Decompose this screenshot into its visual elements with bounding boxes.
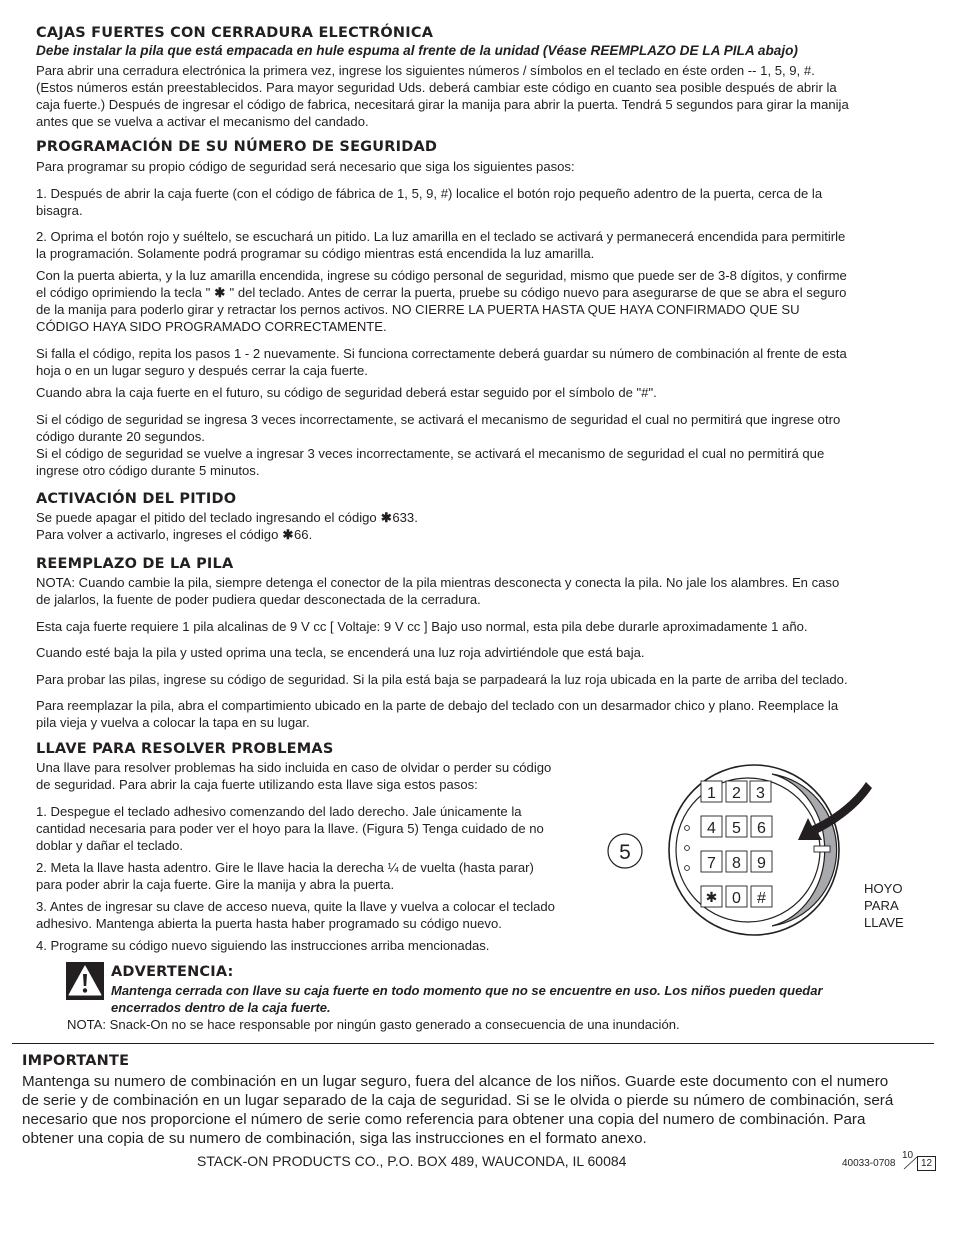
key-label: 7 (707, 855, 716, 872)
text-fragment: Se puede apagar el pitido del teclado ingresando el código (36, 510, 381, 525)
important-text (22, 1072, 893, 1148)
text-line: Si el código de seguridad se ingresa 3 veces incorrectamente, se activará el mecanismo de seguridad el cual no permitirá que ingrese otro (36, 412, 841, 427)
text-line: bisagra. (36, 203, 83, 218)
revision-top: 10 (902, 1150, 914, 1161)
asterisk-key-icon: ✱ (380, 510, 392, 525)
key-hole (814, 846, 830, 852)
flood-note: NOTA: Snack-On no se hace responsable por ningún gasto generado a consecuencia de una inundación. (67, 1017, 680, 1032)
paragraph-low-battery: Cuando esté baja la pila y usted oprima una tecla, se encenderá una luz roja advirtiéndole que está baja. (36, 645, 645, 660)
paragraph-hash-symbol: Cuando abra la caja fuerte en el futuro, su código de seguridad deberá estar seguido por el símbolo de "#". (36, 385, 657, 400)
section-title-pila: REEMPLAZO DE LA PILA (36, 556, 234, 572)
revision-bottom: 12 (917, 1156, 936, 1171)
text-line: pila vieja y vuelva a colocar la tapa en su lugar. (36, 715, 310, 730)
section-title-cajas: CAJAS FUERTES CON CERRADURA ELECTRÓNICA (36, 25, 434, 41)
text-line: Mantenga cerrada con llave su caja fuerte en todo momento que no se encuentre en uso. Los niños pueden quedar (111, 983, 823, 998)
text-line: de jalarlos, la fuente de poder pudiera quedar desconectada de la cerradura. (36, 592, 481, 607)
key-label: # (757, 890, 766, 907)
divider (12, 1043, 934, 1044)
section-title-pitido: ACTIVACIÓN DEL PITIDO (36, 491, 237, 507)
text-line: 1. Después de abrir la caja fuerte (con el código de fábrica de 1, 5, 9, #) localice el botón rojo pequeño adentro de la puerta, cerca de la (36, 186, 823, 201)
text-line: 3. Antes de ingresar su clave de acceso nueva, quite la llave y vuelva a colocar el teclado (36, 899, 555, 914)
paragraph-battery-type: Esta caja fuerte requiere 1 pila alcalinas de 9 V cc [ Voltaje: 9 V cc ] Bajo uso normal, esta pila debe durarle aproximadamente 1 año. (36, 619, 808, 634)
paragraph-test-battery: Para probar las pilas, ingrese su código de seguridad. Si la pila está baja se parpadeará la luz roja ubicada en la parte de arriba del teclado. (36, 672, 848, 687)
revision-slash (902, 1156, 918, 1170)
revision-box (902, 1150, 934, 1170)
text-line: Para reemplazar la pila, abra el compartimiento ubicado en la parte de debajo del teclado con un desarmador chico y plano. Reemplace la (36, 698, 839, 713)
text-line: de la manija para poderlo girar y retractar los pernos activos. NO CIERRE LA PUERTA HASTA QUE HAYA CONFIRMADO QUE SU (36, 302, 800, 317)
keypad-inner-circle (676, 778, 820, 922)
key-label: 9 (757, 855, 766, 872)
text-line: hoja o en un lugar seguro y después cerrar la caja fuerte. (36, 363, 368, 378)
text-line: de seguridad. Para abrir la caja fuerte utilizando esta llave siga estos pasos: (36, 777, 478, 792)
text-fragment: Para volver a activarlo, ingreses el código (36, 527, 282, 542)
warning-text (111, 982, 823, 1016)
paragraph-intro-steps: Para programar su propio código de seguridad será necesario que siga los siguientes pasos: (36, 159, 575, 174)
paragraph-key-intro (36, 759, 551, 793)
key-label: 3 (756, 785, 765, 802)
text-fragment: 66. (294, 527, 313, 542)
key-label: 8 (732, 855, 741, 872)
text-line: encerrados dentro de la caja fuerte. (111, 1000, 331, 1015)
figure-5-keypad (600, 760, 920, 960)
label-line: PARA (864, 898, 898, 913)
fraction-quarter: ¼ (387, 860, 399, 875)
section-title-llave: LLAVE PARA RESOLVER PROBLEMAS (36, 741, 334, 757)
text-line: Una llave para resolver problemas ha sido incluida en caso de olvidar o perder su código (36, 760, 552, 775)
asterisk-key-icon: ✱ (214, 285, 226, 300)
text-line: 2. Oprima el botón rojo y suéltelo, se escuchará un pitido. La luz amarilla en el teclado se activará y permanecerá encendida para permitirle (36, 229, 846, 244)
text-line: (Estos números están preestablecidos. Para mayor seguridad Uds. deberá cambiar este código en cuanto sea posible después de abrir la (36, 80, 837, 95)
text-line: Con la puerta abierta, y la luz amarilla encendida, ingrese su código personal de seguridad, mismo que puede ser de 3-8 dígitos, y confirme (36, 268, 847, 283)
step-2 (36, 228, 845, 262)
text-line: Si el código de seguridad se vuelve a ingresar 3 veces incorrectamente, se activará el mecanismo de seguridad el cual no permitirá que (36, 446, 825, 461)
label-line: HOYO (864, 881, 903, 896)
text-line: obtener una copia de su numero de combinación, siga las instrucciones en el formato anexo. (22, 1130, 647, 1147)
key-label: ✱ (705, 889, 718, 905)
text-line: necesario que nos proporcione el número de serie como referencia para obtener una copia del numero de combinación. Para (22, 1111, 866, 1128)
document-code: 40033-0708 (842, 1158, 896, 1169)
text-line: caja fuerte.) Después de ingresar el código de fabrica, necesitará girar la manija para abrir la puerta. Tendrá 5 segundos para girar la manija (36, 97, 849, 112)
text-line (36, 284, 847, 301)
step-1 (36, 185, 822, 219)
text-line: antes que se vuelva a activar el mecanismo del candado. (36, 114, 369, 129)
text-line: cantidad necesaria para poder ver el hoyo para la llave. (Figura 5) Tenga cuidado de no (36, 821, 544, 836)
text-line (36, 509, 418, 526)
text-line: Mantenga su numero de combinación en un lugar seguro, fuera del alcance de los niños. Guarde este documento con el numero (22, 1073, 889, 1090)
text-line (36, 526, 418, 543)
text-fragment: 633. (392, 510, 418, 525)
text-line: CÓDIGO HAYA SIDO PROGRAMADO CORRECTAMENTE. (36, 319, 387, 334)
text-line: ingrese otro código durante 5 minutos. (36, 463, 260, 478)
key-label: 0 (732, 890, 741, 907)
key-step-1 (36, 803, 544, 854)
company-address: STACK-ON PRODUCTS CO., P.O. BOX 489, WAUCONDA, IL 60084 (197, 1153, 627, 1169)
text-line: doblar y dañar el teclado. (36, 838, 184, 853)
key-label: 5 (732, 820, 741, 837)
paragraph-battery-note (36, 574, 839, 608)
paragraph-intro (36, 62, 849, 130)
keypad-diagram (600, 760, 920, 960)
asterisk-key-icon: ✱ (282, 527, 294, 542)
warning-icon (66, 962, 104, 1000)
paragraph-lockout (36, 411, 840, 479)
text-fragment: " del teclado. Antes de cerrar la puerta, pruebe su código nuevo para asegurarse de que se abra el seguro (225, 285, 847, 300)
key-label: 2 (732, 785, 741, 802)
text-line: adhesivo. Mantenga abierta la puerta hasta haber programado su código nuevo. (36, 916, 502, 931)
key-label: 4 (707, 820, 716, 837)
text-line: 1. Despegue el teclado adhesivo comenzando del lado derecho. Jale únicamente la (36, 804, 522, 819)
text-line: de serie y de combinación en un lugar separado de la caja de seguridad. Si se le olvida o pierde su número de combinación, será (22, 1092, 894, 1109)
text-line: la programación. Solamente podrá programar su código mientras está encendida la luz amarilla. (36, 246, 595, 261)
figure-number: 5 (619, 841, 631, 864)
key-label: 1 (707, 785, 716, 802)
paragraph-replace-battery (36, 697, 838, 731)
text-fragment: el código oprimiendo la tecla " (36, 285, 214, 300)
text-line: NOTA: Cuando cambie la pila, siempre detenga el conector de la pila mientras desconecta y conecta la pila. No jale los alambres. En caso (36, 575, 840, 590)
text-line: código durante 20 segundos. (36, 429, 205, 444)
key-step-2 (36, 859, 534, 893)
label-line: LLAVE (864, 915, 904, 930)
key-label: 6 (757, 820, 766, 837)
text-line: Para abrir una cerradura electrónica la primera vez, ingrese los siguientes números / símbolos en el teclado en éste orden -- 1, 5, 9, #. (36, 63, 815, 78)
warning-title: ADVERTENCIA: (111, 964, 234, 980)
key-step-3 (36, 898, 555, 932)
text-line: para poder abrir la caja fuerte. Gire la manija y abra la puerta. (36, 877, 395, 892)
hoyo-para-llave-label (864, 881, 906, 930)
section-subtitle: Debe instalar la pila que está empacada en hule espuma al frente de la unidad (Véase REEMPLAZO DE LA PILA abajo) (36, 43, 798, 58)
text-fragment: de vuelta (hasta parar) (398, 860, 534, 875)
text-line (36, 859, 534, 876)
paragraph-retry (36, 345, 847, 379)
section-title-programacion: PROGRAMACIÓN DE SU NÚMERO DE SEGURIDAD (36, 139, 438, 155)
text-fragment: 2. Meta la llave hasta adentro. Gire le llave hacia la derecha (36, 860, 388, 875)
paragraph-beep (36, 509, 418, 543)
warning-triangle-icon (66, 962, 104, 1000)
important-title: IMPORTANTE (22, 1053, 130, 1069)
text-line: Si falla el código, repita los pasos 1 - 2 nuevamente. Si funciona correctamente deberá guardar su número de combinación al frente de esta (36, 346, 847, 361)
paragraph-confirm-code (36, 267, 847, 335)
key-step-4: 4. Programe su código nuevo siguiendo las instrucciones arriba mencionadas. (36, 938, 490, 953)
